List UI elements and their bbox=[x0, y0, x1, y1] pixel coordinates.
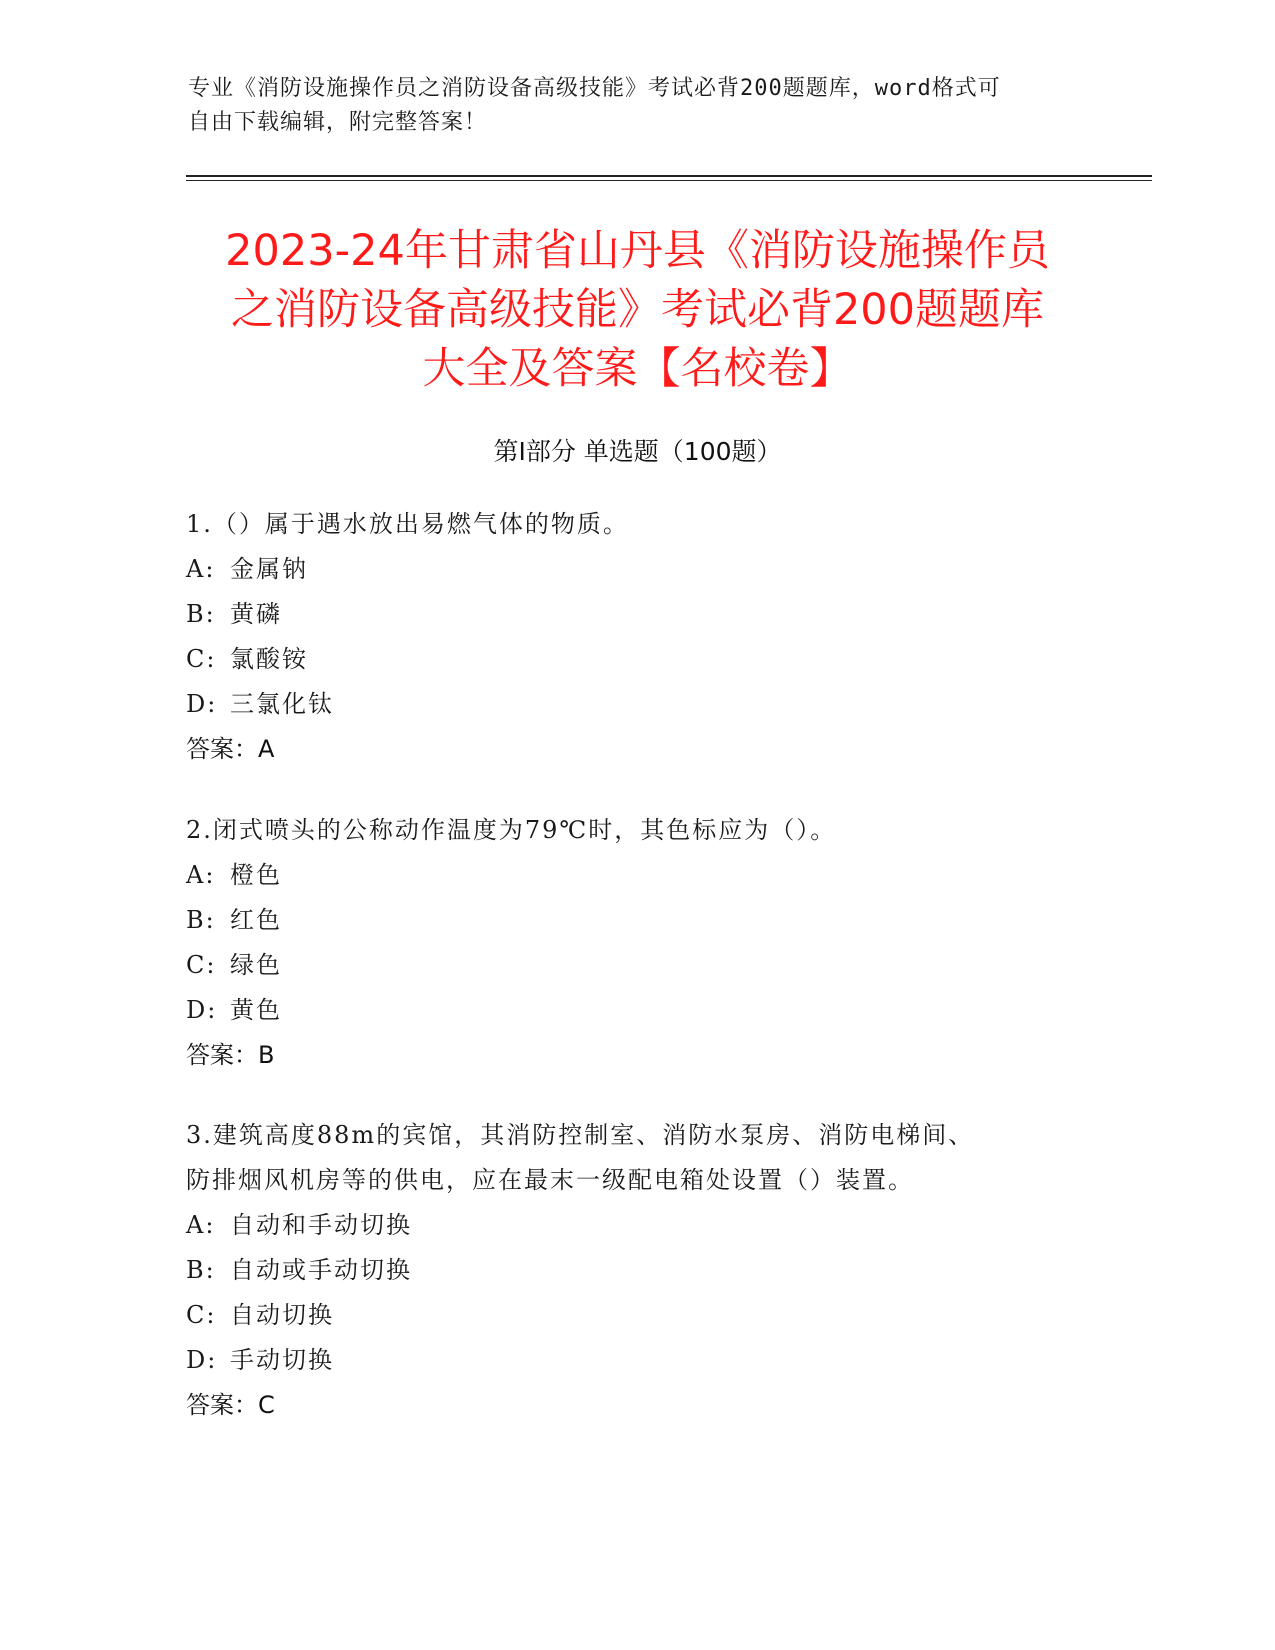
option-a bbox=[186, 1203, 1086, 1248]
option-d bbox=[186, 682, 1086, 727]
option-key: A: bbox=[186, 861, 216, 889]
answer-line: 答案：C bbox=[186, 1391, 275, 1419]
option-text: 黄磷 bbox=[230, 600, 282, 628]
option-text: 自动切换 bbox=[230, 1301, 334, 1329]
option-key: C: bbox=[186, 951, 217, 979]
option-key: A: bbox=[186, 1211, 216, 1239]
option-key: D: bbox=[186, 1346, 218, 1374]
option-text: 手动切换 bbox=[230, 1346, 334, 1374]
option-a bbox=[186, 853, 1086, 898]
option-key: B: bbox=[186, 600, 216, 628]
option-key: C: bbox=[186, 1301, 217, 1329]
option-key: B: bbox=[186, 906, 216, 934]
option-d bbox=[186, 1338, 1086, 1383]
intro-line-1: 专业《消防设施操作员之消防设备高级技能》考试必背200题题库，word格式可 bbox=[188, 76, 1001, 101]
option-key: A: bbox=[186, 555, 216, 583]
option-text: 橙色 bbox=[230, 861, 282, 889]
option-key: D: bbox=[186, 690, 218, 718]
option-key: B: bbox=[186, 1256, 216, 1284]
option-text: 红色 bbox=[230, 906, 282, 934]
option-text: 黄色 bbox=[230, 996, 282, 1024]
option-b bbox=[186, 1248, 1086, 1293]
option-d bbox=[186, 988, 1086, 1033]
option-text: 绿色 bbox=[230, 951, 282, 979]
answer-line: 答案：B bbox=[186, 1041, 275, 1069]
option-b bbox=[186, 592, 1086, 637]
option-text: 自动和手动切换 bbox=[230, 1211, 412, 1239]
option-c bbox=[186, 943, 1086, 988]
question-stem: 1.（）属于遇水放出易燃气体的物质。 bbox=[186, 510, 629, 538]
question-1 bbox=[186, 502, 1086, 772]
option-c bbox=[186, 637, 1086, 682]
option-text: 氯酸铵 bbox=[230, 645, 308, 673]
header-rule-thick bbox=[186, 175, 1152, 177]
option-text: 三氯化钛 bbox=[230, 690, 334, 718]
option-key: D: bbox=[186, 996, 218, 1024]
intro-text bbox=[188, 72, 1068, 140]
question-stem-line-1: 3.建筑高度88m的宾馆，其消防控制室、消防水泵房、消防电梯间、 bbox=[186, 1121, 975, 1149]
title-line-3: 大全及答案【名校卷】 bbox=[422, 344, 853, 394]
answer-line: 答案：A bbox=[186, 735, 275, 763]
question-3 bbox=[186, 1113, 1086, 1428]
question-stem-line-2: 防排烟风机房等的供电，应在最末一级配电箱处设置（）装置。 bbox=[186, 1166, 914, 1194]
question-2 bbox=[186, 808, 1086, 1078]
header-rule-thin bbox=[186, 180, 1152, 181]
option-a bbox=[186, 547, 1086, 592]
title-line-1: 2023-24年甘肃省山丹县《消防设施操作员 bbox=[225, 226, 1050, 276]
document-title bbox=[150, 222, 1125, 399]
option-text: 金属钠 bbox=[230, 555, 308, 583]
section-title: 第Ⅰ部分 单选题（100题） bbox=[493, 437, 782, 466]
option-key: C: bbox=[186, 645, 217, 673]
option-b bbox=[186, 898, 1086, 943]
option-text: 自动或手动切换 bbox=[230, 1256, 412, 1284]
option-c bbox=[186, 1293, 1086, 1338]
intro-line-2: 自由下载编辑，附完整答案！ bbox=[188, 110, 488, 135]
question-stem: 2.闭式喷头的公称动作温度为79℃时，其色标应为（）。 bbox=[186, 816, 837, 844]
title-line-2: 之消防设备高级技能》考试必背200题题库 bbox=[230, 285, 1045, 335]
